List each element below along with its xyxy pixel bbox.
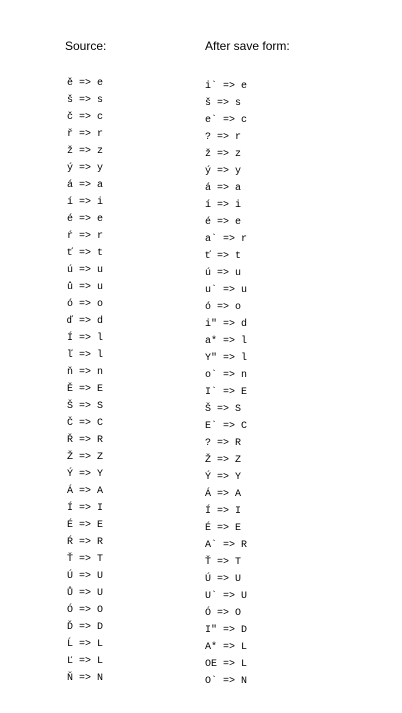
source-mapping-row: á => a <box>67 180 104 191</box>
after-save-mapping-row: Á => A <box>205 489 242 500</box>
after-save-mapping-row: Š => S <box>205 404 242 415</box>
source-mapping-row: É => E <box>67 520 104 531</box>
after-save-mapping-row: I` => E <box>205 387 248 398</box>
after-save-mapping-row: a` => r <box>205 234 248 245</box>
after-save-mapping-row: U` => U <box>205 591 248 602</box>
after-save-mapping-row: Ž => Z <box>205 455 242 466</box>
after-save-mapping-row: Ó => O <box>205 608 242 619</box>
after-save-mapping-row: I" => D <box>205 625 248 636</box>
source-mapping-row: š => s <box>67 95 104 106</box>
source-mapping-row: Ĺ => L <box>67 639 104 650</box>
source-mapping-row: Ú => U <box>67 571 104 582</box>
after-save-mapping-list <box>205 78 247 690</box>
source-mapping-row: í => i <box>67 197 104 208</box>
source-mapping-row: Ó => O <box>67 605 104 616</box>
after-save-mapping-row: ž => z <box>205 149 242 160</box>
source-mapping-row: Í => I <box>67 503 104 514</box>
source-mapping-row: Ě => E <box>67 384 104 395</box>
after-save-mapping-row: ý => y <box>205 166 242 177</box>
after-save-mapping-row: í => i <box>205 200 242 211</box>
source-mapping-row: Ľ => L <box>67 656 104 667</box>
source-mapping-row: Í => l <box>67 333 104 344</box>
source-mapping-row: ě => e <box>67 78 104 89</box>
after-save-mapping-row: Í => I <box>205 506 242 517</box>
source-mapping-row: ů => u <box>67 282 104 293</box>
source-mapping-row: ř => r <box>67 129 104 140</box>
after-save-mapping-row: o` => n <box>205 370 248 381</box>
after-save-mapping-row: š => s <box>205 98 242 109</box>
source-mapping-row: Ů => U <box>67 588 104 599</box>
source-mapping-row: ŕ => r <box>67 231 104 242</box>
source-mapping-row: Č => C <box>67 418 104 429</box>
source-mapping-row: ž => z <box>67 146 104 157</box>
source-mapping-row: č => c <box>67 112 104 123</box>
after-save-mapping-row: é => e <box>205 217 242 228</box>
source-mapping-row: ý => y <box>67 163 104 174</box>
source-mapping-row: Ž => Z <box>67 452 104 463</box>
after-save-form-heading: After save form: <box>205 39 290 53</box>
source-mapping-row: Ň => N <box>67 673 104 684</box>
source-mapping-row: ň => n <box>67 367 104 378</box>
source-mapping-row: Š => S <box>67 401 104 412</box>
source-mapping-row: é => e <box>67 214 104 225</box>
after-save-mapping-row: Ý => Y <box>205 472 242 483</box>
after-save-mapping-row: ó => o <box>205 302 242 313</box>
after-save-mapping-row: i" => d <box>205 319 248 330</box>
source-mapping-row: Ý => Y <box>67 469 104 480</box>
after-save-mapping-row: ? => r <box>205 132 242 143</box>
source-mapping-row: ó => o <box>67 299 104 310</box>
after-save-mapping-row: OE => L <box>205 659 248 670</box>
source-mapping-row: ú => u <box>67 265 104 276</box>
after-save-mapping-row: a* => l <box>205 336 248 347</box>
after-save-mapping-row: É => E <box>205 523 242 534</box>
source-mapping-row: Ŕ => R <box>67 537 104 548</box>
after-save-mapping-row: O` => N <box>205 676 248 687</box>
source-mapping-row: Á => A <box>67 486 104 497</box>
after-save-mapping-row: A` => R <box>205 540 248 551</box>
after-save-mapping-row: ? => R <box>205 438 242 449</box>
after-save-mapping-row: i` => e <box>205 81 248 92</box>
after-save-mapping-row: ú => u <box>205 268 242 279</box>
after-save-mapping-row: A* => L <box>205 642 248 653</box>
after-save-mapping-row: Ť => T <box>205 557 242 568</box>
after-save-mapping-row: Y" => l <box>205 353 248 364</box>
after-save-mapping-row: Ú => U <box>205 574 242 585</box>
after-save-mapping-row: ť => t <box>205 251 242 262</box>
source-mapping-row: ď => d <box>67 316 104 327</box>
after-save-mapping-row: E` => C <box>205 421 248 432</box>
after-save-mapping-row: e` => c <box>205 115 248 126</box>
source-mapping-row: ľ => l <box>67 350 104 361</box>
after-save-mapping-row: u` => u <box>205 285 248 296</box>
source-mapping-list <box>67 75 103 687</box>
after-save-mapping-row: á => a <box>205 183 242 194</box>
source-mapping-row: ť => t <box>67 248 104 259</box>
source-heading: Source: <box>65 39 107 53</box>
source-mapping-row: Ť => T <box>67 554 104 565</box>
source-mapping-row: Ď => D <box>67 622 104 633</box>
source-mapping-row: Ř => R <box>67 435 104 446</box>
